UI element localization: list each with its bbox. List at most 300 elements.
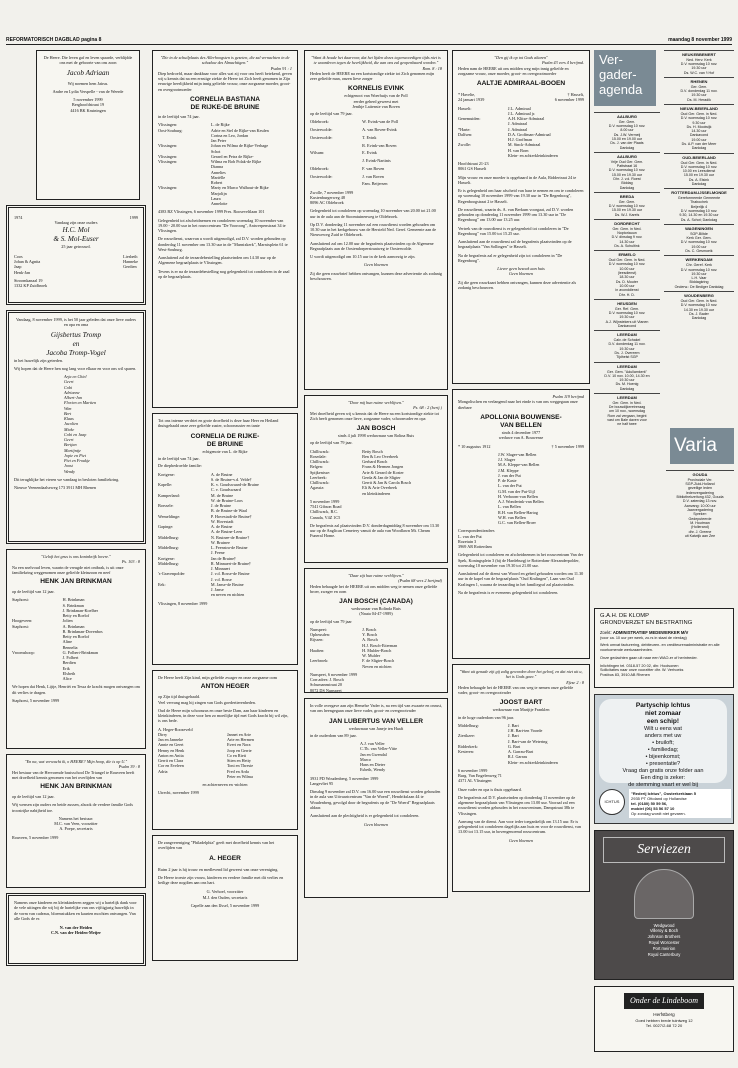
family-member: M. Sinck-Admiraal	[507, 142, 541, 148]
ad-text: Aansluitend zal om 12.00 uur de begrafenis plaatsvinden op de Algemene Begraafplaats aan de Oostendorperstraatweg te Oosterwolde.	[310, 240, 434, 251]
church-town: LEERDAM	[617, 363, 637, 369]
family-member: J.M. Kleppe	[498, 467, 519, 473]
family-place: Eek:	[158, 581, 166, 587]
family-place: Belgen:	[310, 464, 324, 470]
column-2	[152, 50, 298, 966]
family-place: Vlissingen:	[158, 185, 178, 191]
family-member: Laura	[210, 195, 221, 201]
family-member: Erik	[62, 665, 70, 671]
listing-line: D.V. woensdag 10 nov.	[608, 204, 646, 209]
family-member: Johan en Wilma de Rijke-Verhage	[210, 143, 269, 149]
church-town: GOUDA	[692, 472, 708, 477]
ad-text: Herfstberg	[653, 1012, 675, 1017]
ad-text: Aansluitend zal de dienst van Woord en gebed gehouden worden om 11.30 uur in de kapel van de begraafplaats "Oud Kralingen", Laan van Oud Kralingen 1, waarna de teraarding in het familiegraf zal plaatsvinden.	[458, 571, 584, 587]
address: 1332 KP Zuidbroek	[14, 283, 48, 288]
page-header	[6, 37, 732, 45]
family-member: Joop en Gerrie	[227, 747, 252, 753]
ad-text: eerder geherd geweest met	[353, 98, 399, 104]
family-place: Kortgene:	[158, 471, 175, 477]
quote: "Geloft het grus is ons koninkrijk lovere."	[41, 554, 111, 559]
obituary-bosch-family	[304, 395, 448, 563]
column-1	[6, 50, 146, 971]
listing-line: Beijerlijk 4	[690, 204, 708, 209]
family-member: R. Minnaert-de Bruine†	[210, 560, 252, 566]
family-member: H. Verboom-van Bellen	[498, 493, 538, 499]
family-place: Borssele:	[158, 503, 174, 509]
church-town: NEUKEBBEMERT	[682, 52, 716, 57]
listing-line: Dankdag	[619, 185, 635, 190]
vergader-agenda-banner	[594, 50, 656, 106]
family-place: Ridderkerk:	[458, 743, 479, 749]
church-listing	[664, 255, 734, 291]
ichtus-logo	[599, 789, 625, 815]
family-member: Neven en nichten	[362, 663, 392, 669]
listing-line: Spreker:	[693, 512, 707, 517]
family-place: Chilliwack:	[310, 480, 330, 486]
listing-line: M. Houtman	[690, 520, 710, 525]
family-member: J. van der Put	[498, 472, 521, 478]
family-member: Bennelia	[62, 644, 78, 650]
church-listing	[664, 188, 734, 224]
listing-line: Ds. M. Hoenig	[615, 382, 639, 387]
family-place: Henny en Henk	[158, 747, 185, 753]
deceased-name: KORNELIS EVINK	[347, 85, 405, 93]
ad-text: Diep bedroefd, maar dankbaar voor alles wat zij voor ons heeft betekend, geven wij u kennis dat na een ernstige ziekte de Heere tot Zich heeft genomen in Zijn eeuwige heerlijkheid mijn innig geliefde vrouw, onze zorgzame moeder, groot- en overgrootmoeder	[158, 70, 292, 92]
family-member: J.J. Slager	[498, 457, 516, 463]
church-town: AALBURG	[617, 153, 637, 159]
listing-line: Calv. de Schakel	[613, 338, 641, 343]
phone: Tel. 0027/2-68 72 20	[645, 1022, 683, 1028]
family-member: en kleinkinderen	[362, 490, 391, 496]
family-place: Annie en Geert	[158, 742, 184, 748]
child-name: Jaap	[14, 264, 22, 270]
listing-line: Dankavond	[617, 324, 637, 329]
ad-text: Het bestuur van de Hervormde basisschool De Triangel te Rouveen heeft met droefheid kennis genomen van het overlijden van	[12, 769, 135, 780]
family-place: Wemeldinge:	[158, 513, 181, 519]
family-member: Schot	[210, 148, 221, 154]
deceased-name: CORNELIA DE RIJKE-	[190, 432, 260, 440]
family-member: Annelotte	[210, 201, 228, 207]
family-member: Gerard en Petra de Rijke-	[210, 153, 254, 159]
ad-footer: Rouveen, 5 november 1999	[12, 834, 59, 840]
family-member: Jan de Bruine†	[210, 555, 237, 561]
ad-text: Gelegenheid tot condoleren en afscheidnemen in het rouwcentrum Van der Spek, Koningsplein 3 (bij de Hardeburg) te Rotterdam-Alexanderpolder, woensdag 10 november van 19.30 tot 21.00 uur.	[458, 552, 584, 568]
brand-name: Wedgwood	[653, 922, 675, 928]
listing-line: D.V. woensdag 10 nov.	[608, 311, 646, 316]
obituary-de-rijke-family	[152, 50, 298, 408]
ad-name: & S. Mol-Euser	[53, 234, 99, 243]
family-member: H. Mulder-Bosch	[362, 647, 392, 653]
church-town: DORDRECHT	[614, 221, 640, 227]
ad-line: Wij noemen hem Jaïrus.	[67, 80, 109, 86]
family-member: Gerrit & Jan & Carola Bosch	[362, 480, 412, 486]
family-member: Adrie en Stel de Rijke-van Keulen	[210, 127, 269, 133]
ad-text: Postbus 83, 3910 AB Rhenen	[600, 673, 650, 678]
address: Nieuwe Veenendaalseweg 173 3911 MH Rhenen	[14, 485, 96, 490]
family-place: Wilsum:	[310, 150, 325, 156]
ad-text: Zoekt:	[600, 630, 612, 636]
ad-text: Oud de Heere mijn schoonzus en onze beste Dam, aan haar kinderen en kleinkinderen, in deze voor hen zo moeilijke tijd met Gods kracht bij wil zijn, is ons bede.	[158, 707, 289, 724]
listing-line: D.V. zaterdag 13 nov.	[682, 499, 718, 504]
ad-headline: Serviezen	[603, 837, 725, 863]
obituary-bouwense	[452, 389, 590, 659]
listing-line: Jaarvergadering	[687, 507, 713, 512]
family-member: Joost	[64, 463, 73, 469]
family-member: Hans en Dieter	[360, 762, 386, 768]
ad-text: echtgenote van L. de Rijke	[202, 448, 248, 454]
obituary-van-veller	[304, 698, 448, 898]
family-member: H.J. Bosch-Eiterman	[362, 642, 398, 648]
ad-text: Mongolischen en verlangend naar het einde is van ons weggegaan onze dierbare	[458, 399, 578, 410]
ad-onder-de-lindeboom	[594, 986, 734, 1052]
listing-line: dhr. J. Greene	[688, 529, 712, 534]
bullet-item: • bruiloft;	[652, 740, 674, 747]
listing-line: vast om Bale daven voor	[607, 418, 647, 423]
obituary-admiraal	[452, 50, 590, 384]
listing-line: D.V. woensdag 10 nov.	[608, 124, 646, 129]
ad-text: op de leeftijd van 12 jaar.	[12, 589, 55, 595]
listing-line: D.V. donderdag 11 nov.	[608, 342, 646, 347]
phone: tel. (0180) 50 59 56,	[631, 801, 668, 806]
family-place: Kortgene:	[158, 555, 175, 561]
family-member: Alice	[62, 676, 72, 682]
church-listing	[664, 50, 734, 77]
ad-name: H.C. Mol	[62, 225, 90, 234]
ad-name: Jacoba Tromp-Vogel	[46, 348, 106, 357]
family-list	[310, 627, 442, 669]
family-place: Adria	[158, 768, 168, 774]
ad-footer: Liever geen bezoek aan huis Geen bloemen	[497, 266, 545, 277]
deceased-name: JAN BOSCH	[356, 425, 396, 432]
quote-ref: Ps. 103 : 8	[121, 559, 140, 565]
church-town: AALBURG	[617, 114, 637, 119]
listing-line: Noptoriauun	[617, 231, 637, 236]
ad-de-klomp	[594, 608, 734, 688]
listing-line: Ds. A.P. van der Meer	[681, 142, 717, 147]
family-member: J. v.d. Bosse	[210, 576, 232, 582]
family-member: P. de Kaste	[498, 478, 517, 484]
family-place: Middelburg:	[158, 560, 179, 566]
ad-text: in het huwelijk zijn getreden.	[14, 357, 63, 363]
family-place: Oosterwolde:	[310, 127, 333, 133]
family-member: Bert	[64, 410, 72, 416]
listing-line: 19.30 uur	[691, 93, 707, 98]
dinnerware-illustration	[634, 869, 694, 919]
family-member: Aline	[62, 639, 72, 645]
family-member: Jan en Gwendal	[360, 751, 387, 757]
family-member: B. de Bruine-de Waal	[210, 508, 248, 514]
ad-ichtus	[594, 694, 734, 824]
ad-name: en	[72, 339, 80, 348]
quote: "Den gij ik op tot Gods altaren"	[494, 55, 548, 60]
family-place	[310, 158, 360, 163]
listing-line: Rom zal vergaan, begint	[607, 413, 647, 418]
family-list	[158, 472, 292, 598]
church-town: WAGENINGEN	[685, 226, 713, 232]
banner-title: agenda	[599, 81, 643, 97]
family-member: C.Th. van Veller-Vitte	[360, 746, 398, 752]
listing-line: Oud Ger. Gem. in Ned.	[680, 111, 718, 116]
family-member: Marjolijn	[210, 190, 227, 196]
family-place: Gerrit en Clara	[158, 758, 184, 764]
family-member: Mariëlle	[210, 174, 226, 180]
listing-line: SGP-Zuid-Holland	[685, 482, 715, 487]
family-member: Florien en Martien	[64, 400, 97, 406]
listing-line: Ds. J. Overeem	[614, 351, 640, 356]
year-end: 1999	[129, 215, 138, 220]
family-place: Hasselt:	[458, 105, 472, 111]
column-3	[304, 50, 448, 903]
deceased-name: JAN BOSCH (CANADA)	[339, 598, 413, 605]
listing-line: 19.30 uur	[619, 346, 635, 351]
listing-line: D.V. donderdag 11 nov.	[680, 89, 718, 94]
listing-line: Kerk Ger. Gem.	[686, 236, 712, 241]
listing-line: 14.30 uur	[619, 239, 635, 244]
church-town: WOUDENBERG	[684, 293, 714, 299]
family-member: Arie en Hermen	[227, 737, 254, 743]
ad-text: De diepbedroefde familie:	[158, 463, 202, 469]
family-member: J.W. Slager-van Bellen	[498, 451, 537, 457]
ad-text: Wij wensen zijn ouders en beide zussen, alsook de verdere familie Gods troostrijke nabijheid toe.	[12, 802, 133, 813]
family-place: Oosterwolde:	[310, 134, 333, 140]
listing-line: D.V. woensdag 10 nov.	[608, 262, 646, 267]
anniversary-mol	[6, 205, 146, 305]
birth-date: * Havelte, 24 januari 1939	[458, 92, 485, 103]
listing-line: in avonddienst	[615, 288, 639, 293]
address: Correspondentieadres L. van der Put Rozetuin 3 3969 AR Rotterdam	[458, 528, 495, 550]
listing-line: 19.30 uur	[619, 315, 635, 320]
children-list	[64, 374, 138, 474]
family-place: Dalfsen:	[458, 131, 473, 137]
family-member: W. Hovestadt	[210, 518, 234, 524]
family-member: J.H. Bart-ten Voorde	[507, 728, 543, 734]
child-name: Henk-Jan	[14, 269, 31, 275]
family-member: Robert	[210, 180, 223, 186]
deceased-name: AALTJE ADMIRAAL-BOOEN	[476, 80, 566, 87]
family-member: A. de Bruine	[210, 471, 233, 477]
listing-line: Oud Ger. Gem. in Ned.	[608, 258, 646, 263]
family-member: A. de Bruine	[210, 524, 233, 530]
family-member: E. Evink	[362, 150, 377, 156]
family-place: Kesteren:	[458, 749, 475, 755]
family-list	[12, 597, 140, 681]
ad-headline: Partyschip Ichtus	[635, 702, 691, 709]
family-member: Esbeth, Wendy	[360, 767, 386, 773]
ad-text: 2935 PT Ottoland op Hollandse	[631, 796, 687, 801]
family-member: Wim	[64, 405, 72, 411]
ad-name: Gijsbertus Tromp	[50, 330, 102, 339]
quote-ref: Psalm 91 : 1	[270, 65, 292, 71]
family-member: A.J. van Veller	[360, 741, 385, 747]
family-member: J. Bart	[507, 722, 519, 728]
brand-name: Royal Canterbury	[647, 951, 681, 957]
family-member: D.A. Groffman-Admiraal	[507, 131, 551, 137]
ad-text: Vraag dan gratis onze folder aan	[622, 768, 704, 775]
family-place: Jan en Janneke	[158, 737, 184, 743]
family-member: J. Feene	[210, 550, 225, 556]
listing-line: D.V. woensdag 10 nov.	[680, 209, 718, 214]
family-place	[310, 143, 360, 148]
company-name: G.A.H. DE KLOMP	[600, 613, 649, 619]
family-member: Cobi	[64, 384, 73, 390]
listing-line: Dankdag	[619, 386, 635, 391]
ad-text: De Heere. Die leven gaf en leven spaarde, verblijdde ons met de geboorte van ons zoon	[43, 55, 133, 66]
listing-line: D.V. woensdag 10 nov.	[680, 303, 718, 308]
ad-text: (Nauta 04-47-1989)	[359, 611, 393, 617]
family-place: A. Heger-Roozeveld	[158, 726, 193, 732]
listing-line: Ds. W.J. Karels	[614, 212, 640, 217]
deceased-name: HENK JAN BRINKMAN	[40, 578, 112, 585]
family-member: J. Janse	[210, 587, 224, 593]
listing-line: 9.30, 14.30 en 19.30 uur	[679, 213, 719, 218]
ad-text: Na de begrafenis is er eveneens gelegenheid tot condoleren.	[458, 589, 559, 595]
child-name: Johan & Agnita	[14, 259, 41, 264]
family-member: S. Brinkman	[62, 602, 84, 608]
quote-ref: Ps. 68 : 2 (berij.)	[413, 405, 442, 411]
family-member: A.H. Klitse-Admiraal	[507, 116, 545, 122]
family-member: Elsbeth	[62, 670, 76, 676]
family-place: Oosterwolde:	[310, 173, 333, 179]
listing-line: Ds. A. Elsink	[688, 177, 710, 182]
ad-text: De Heere troeste zijn vrouw, kinderen en verdere familie met dit verlies en heilige deze nogdien aan ons hart.	[158, 874, 284, 886]
family-place	[458, 760, 506, 765]
ad-text: Tevens is er na de teraardebestelling nog gelegenheid tot condoleren in de zaal op de begraafplaats.	[158, 268, 290, 279]
ad-text: op de leeftijd van 79 jaar.	[310, 440, 353, 446]
address: Stroomkanaal 19	[14, 277, 43, 283]
ad-text: sinds 4 december 1977 weduwe van A. Bouwense	[498, 430, 544, 441]
family-member: S. de Bruine-v.d. Velde†	[210, 476, 252, 482]
deceased-name: JOOST BART	[499, 699, 543, 707]
listing-line: 10.00 uur	[619, 284, 635, 289]
listing-line: Dankdag	[691, 146, 707, 151]
ad-text: Vandaag, 8 november 1999, is het 50 jaar geleden dat onze lieve ouders en opa en oma	[16, 317, 136, 328]
family-place: Spijkenisse:	[310, 469, 331, 475]
ad-line: Berghoofdstraat 19	[71, 102, 105, 108]
ad-text: anders met uw	[644, 733, 682, 740]
family-member: Dianna	[210, 164, 223, 170]
ad-text: op de leeftijd van 79 jaar	[310, 618, 352, 624]
family-member: Wilma en Bob Polak-de Rijke	[210, 159, 262, 165]
phone: mobiel (06) 53 56 57 10	[631, 806, 675, 811]
listing-line: Vrije Oud Ger. Gem.	[610, 159, 644, 164]
deceased-name: VAN BELLEN	[500, 421, 542, 429]
ad-text: weduwnaar van Marijtje Franklen	[492, 707, 550, 713]
quote: "Daar zijt hun ruime verblijven."	[348, 573, 404, 578]
listing-line: D.V. woensdag 10 nov.	[680, 62, 718, 67]
listing-line: gezellige leden	[688, 486, 712, 491]
family-member: J. van Boven	[362, 173, 384, 179]
family-member: Fred en Arda	[227, 768, 249, 774]
church-listing	[594, 299, 660, 330]
family-place: Anton en Anita	[158, 752, 184, 758]
church-listing	[594, 330, 660, 361]
address: Hoofdstraat 21-23 8061 GS Hasselt	[458, 161, 489, 172]
family-place: Chilliwack:	[310, 459, 330, 465]
listing-line: Gereformeerde Gemeente	[677, 196, 721, 201]
ad-text: De begrafenis zal D.V. plaatsvinden op donderdag 11 november op de algemene begraafplaats van Vlissingen om 13.00 uur. Vooraaf zal een rouwdienst worden gehouden in het rouwcentrum, Dampstraat 38h te Vlissingen.	[458, 794, 576, 816]
ad-text: Zij die geen rouwkaart hebben ontvangen, kunnen deze advertentie als zodanig beschouwen.	[458, 279, 577, 290]
listing-line: 15.00 en 19.00 uur	[611, 137, 643, 142]
family-member: Corina en Leo, Jordan	[210, 132, 249, 138]
listing-line: Thabochek	[690, 200, 708, 205]
listing-line: Ds. A. Schot; Dankdag	[680, 217, 718, 222]
ad-name: N. van der Heiden	[59, 925, 93, 930]
ad-text: Een ding is zeker:	[640, 775, 686, 782]
family-member: P. Hovestadt-de Bruine†	[210, 513, 252, 519]
family-place: Opheusden:	[310, 632, 331, 638]
bullet-item: • bijeenkomst;	[645, 754, 681, 761]
family-place: Chilliwack:	[310, 448, 330, 454]
church-town: HEUSDEN	[617, 300, 637, 306]
ad-line: Andre en Lydia Verspelle - van de Weerde	[52, 88, 124, 94]
family-place: Zwolle:	[458, 142, 472, 148]
family-member: Piet en Froukje	[64, 458, 90, 463]
listing-line: A.J. Wijnstekers uit Vianen	[605, 319, 649, 324]
child-name: Coos	[14, 253, 23, 259]
family-place: Middelburg:	[158, 545, 179, 551]
family-place: Kamperland:	[158, 492, 180, 498]
brand-name: Port meirion	[652, 946, 676, 951]
listing-line: om 10 nov., woensdag	[609, 409, 645, 414]
family-place: Middelburg:	[458, 722, 479, 728]
family-member: Peter en Wilma	[227, 773, 253, 779]
family-place	[158, 201, 209, 206]
family-member: Arja en Chiel	[64, 374, 87, 379]
listing-line: 8.00 uur	[620, 128, 634, 133]
ad-text: Op zondag wordt niet gevaren.	[631, 811, 686, 816]
family-member: W.H. van Bellen	[498, 514, 526, 520]
family-place: *Harte:	[458, 126, 471, 132]
deceased-name: JAN LUBERTUS VAN VELLER	[328, 717, 424, 725]
ad-footer: Geen bloemen	[363, 262, 389, 268]
column-5	[594, 50, 734, 1060]
family-member: Marty en Marco Walhout-de Rijke	[210, 185, 269, 191]
ad-text: We hopen dat Henk, Lijtje, Henriët en Tessa de kracht mogen ontvangen om dit verlies te dragen.	[12, 684, 140, 695]
listing-line: Ds. A. Schultink	[614, 244, 640, 249]
listing-line: Ger. Gem. "Adullamkerk"	[607, 369, 647, 374]
listing-line: 9.30 uur	[692, 120, 706, 125]
family-member: M.A. Kleppe-van Bellen	[498, 462, 540, 468]
listing-line: D.V. woensdag 10 nov.	[608, 168, 646, 173]
ad-text: in de ouderdom van 89 jaar.	[310, 732, 357, 738]
family-place	[158, 774, 225, 779]
obituary-brinkman-school	[6, 754, 146, 888]
ad-serviezen	[594, 830, 734, 980]
church-town: ROTTERDAM-IJSSELMONDE	[671, 190, 727, 196]
family-member: J. Evink-Nartinis	[362, 158, 391, 164]
family-member: Jan Peter	[210, 138, 227, 144]
varia-banner	[670, 428, 734, 464]
family-member: L. de Rijke	[210, 122, 230, 128]
obituary-evink	[304, 50, 448, 390]
ad-text: De rouwdienst, waarin ds. A. van Berkum voorgaat, zal D.V. worden gehouden op donderdag 11 november 1999 om 13.30 uur in "De Regenboog" om 13.00 uur 13.25 uur.	[458, 206, 574, 223]
brand-name: Onder de Lindeboom	[630, 996, 698, 1005]
listing-line: Dhr. J. v.d. Roest	[613, 177, 641, 182]
listing-line: D.V. woensdag 10 nov.	[680, 164, 718, 169]
family-member: Betty en Roelof	[62, 634, 90, 640]
family-member: Cobi en Jaap	[64, 431, 87, 437]
ad-text: Zwolle, 7 november 1999 Kustenburgerweg 48 8096 AC Oldebroek	[310, 189, 354, 206]
family-member: A. van Boven-Evink	[362, 127, 397, 133]
ad-text: U wordt uitgenodigd om 10.15 uur in de kerk aanwezig te zijn.	[310, 254, 416, 260]
ad-text: Vandaag zijn onze ouders	[54, 220, 98, 226]
ad-text: Onze gedachten gaan uit naar een WAO-er of herintreder.	[600, 655, 698, 660]
family-member: J.L. Admiraal jr.	[507, 110, 536, 116]
family-place	[310, 491, 360, 496]
brand-name: Royal Worcester	[648, 940, 680, 946]
bullet-item: • presentatie?	[645, 761, 681, 768]
family-member: Stien en Hetty	[227, 758, 251, 764]
